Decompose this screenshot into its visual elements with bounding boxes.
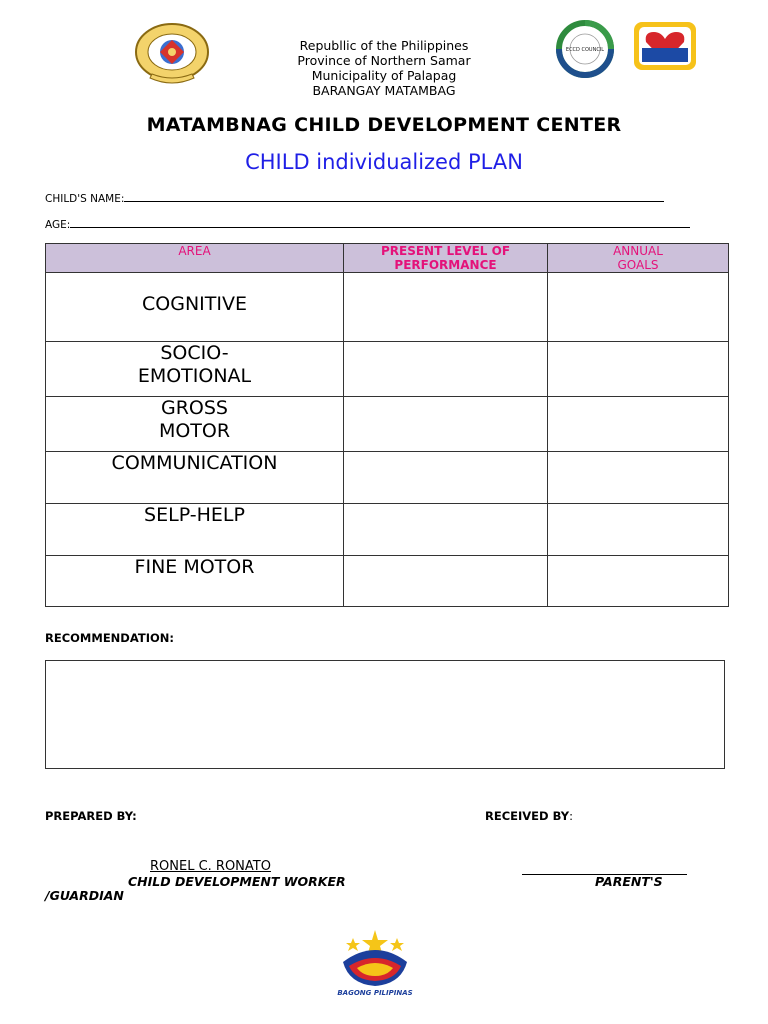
present-level-cell[interactable] — [344, 556, 548, 607]
table-header-row — [46, 244, 729, 273]
age-blank-line[interactable] — [70, 218, 690, 228]
header-line-republic: Republlic of the Philippines — [299, 38, 469, 53]
plan-title: CHILD individualized PLAN — [245, 150, 523, 174]
bagong-pilipinas-logo — [335, 928, 415, 998]
table-row — [46, 273, 729, 342]
age-field — [45, 218, 690, 231]
municipality-seal-logo — [130, 22, 214, 86]
area-label: GROSS MOTOR — [158, 397, 231, 442]
header-present-level: PRESENT LEVEL OF PERFORMANCE — [344, 244, 548, 273]
worker-title: CHILD DEVELOPMENT WORKER — [128, 874, 346, 889]
annual-goals-cell[interactable] — [548, 397, 729, 452]
table-row — [46, 504, 729, 556]
dswd-heart-logo — [632, 20, 698, 72]
svg-text:ECCD COUNCIL: ECCD COUNCIL — [565, 47, 605, 53]
annual-goals-cell[interactable] — [548, 342, 729, 397]
present-level-cell[interactable] — [344, 342, 548, 397]
svg-text:BAGONG PILIPINAS: BAGONG PILIPINAS — [337, 989, 413, 997]
recommendation-label: RECOMMENDATION: — [45, 631, 174, 645]
header-address — [234, 38, 534, 98]
header-line-barangay: BARANGAY MATAMBAG — [312, 83, 456, 98]
present-level-cell[interactable] — [344, 452, 548, 504]
annual-goals-cell[interactable] — [548, 556, 729, 607]
present-level-cell[interactable] — [344, 273, 548, 342]
eccd-council-logo — [552, 20, 618, 78]
center-title: MATAMBNAG CHILD DEVELOPMENT CENTER — [146, 114, 622, 136]
age-label: AGE: — [45, 219, 71, 231]
area-cell — [46, 556, 344, 607]
area-cell — [46, 397, 344, 452]
received-by-colon: : — [569, 809, 573, 823]
child-name-field — [45, 192, 664, 205]
area-label: FINE MOTOR — [134, 556, 255, 578]
annual-goals-cell[interactable] — [548, 273, 729, 342]
guardian-title: /GUARDIAN — [45, 888, 124, 903]
header-area: AREA — [46, 244, 344, 273]
child-name-label: CHILD'S NAME: — [45, 193, 125, 205]
area-label: COMMUNICATION — [111, 452, 278, 474]
header-line-province: Province of Northern Samar — [297, 53, 471, 68]
annual-goals-cell[interactable] — [548, 504, 729, 556]
header-annual-goals: ANNUAL GOALS — [548, 244, 729, 273]
present-level-cell[interactable] — [344, 504, 548, 556]
child-name-blank-line[interactable] — [124, 192, 664, 202]
table-row — [46, 556, 729, 607]
area-label: SOCIO- EMOTIONAL — [137, 342, 252, 387]
parent-signature-line[interactable] — [522, 858, 687, 875]
area-label: COGNITIVE — [142, 293, 247, 315]
table-row — [46, 342, 729, 397]
area-cell — [46, 273, 344, 342]
plan-table — [45, 243, 729, 607]
table-row — [46, 397, 729, 452]
area-cell — [46, 342, 344, 397]
header-line-municipality: Municipality of Palapag — [311, 68, 457, 83]
recommendation-box[interactable] — [45, 660, 725, 769]
prepared-by-label: PREPARED BY: — [45, 809, 137, 823]
table-row — [46, 452, 729, 504]
present-level-cell[interactable] — [344, 397, 548, 452]
worker-name: RONEL C. RONATO — [150, 859, 271, 874]
parent-title: PARENT'S — [595, 874, 663, 889]
received-by-label — [485, 809, 573, 823]
area-label: SELP-HELP — [144, 504, 245, 526]
area-cell — [46, 504, 344, 556]
annual-goals-cell[interactable] — [548, 452, 729, 504]
received-by-text: RECEIVED BY — [485, 809, 570, 823]
area-cell — [46, 452, 344, 504]
